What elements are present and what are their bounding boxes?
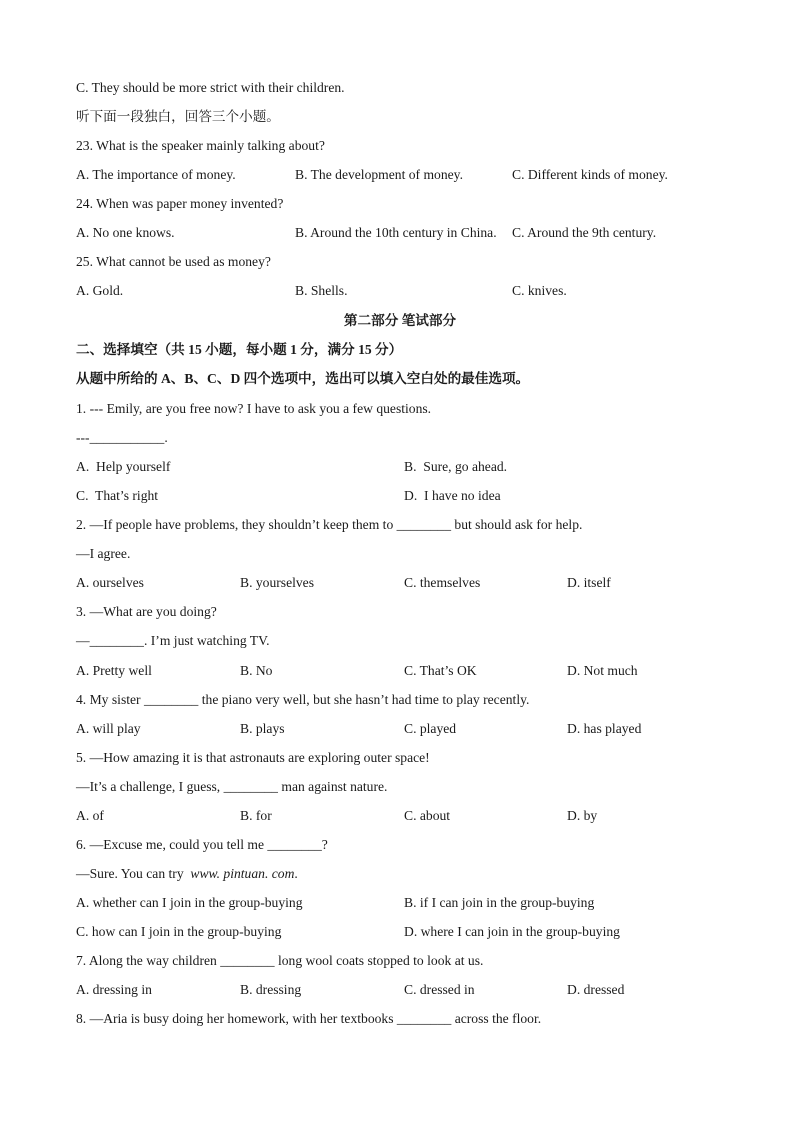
- q2-reply: —I agree.: [76, 546, 131, 561]
- q24-option-c: C. Around the 9th century.: [512, 225, 657, 240]
- q1-option-d: D. I have no idea: [404, 488, 501, 503]
- q6-option-d: D. where I can join in the group-buying: [404, 924, 620, 939]
- q1-reply: ---___________.: [76, 430, 168, 445]
- q3-option-c: C. That’s OK: [404, 663, 477, 678]
- q6-option-a: A. whether can I join in the group-buying: [76, 895, 303, 910]
- q24-stem: 24. When was paper money invented?: [76, 196, 284, 211]
- q6-reply-suffix: .: [294, 866, 298, 881]
- section-heading: 二、选择填空（共 15 小题，每小题 1 分，满分 15 分）: [76, 342, 403, 357]
- q3-option-b: B. No: [240, 663, 273, 678]
- q3-reply: —________. I’m just watching TV.: [76, 633, 270, 648]
- q3-option-d: D. Not much: [567, 663, 638, 678]
- q1-stem: 1. --- Emily, are you free now? I have to ask you a few questions.: [76, 401, 432, 416]
- q6-reply: [76, 865, 298, 883]
- q5-reply: —It’s a challenge, I guess, ________ man against nature.: [76, 779, 388, 794]
- q5-option-b: B. for: [240, 808, 272, 823]
- q7-option-b: B. dressing: [240, 982, 302, 997]
- q1-option-c: C. That’s right: [76, 488, 159, 503]
- q25-option-c: C. knives.: [512, 283, 567, 298]
- q25-stem: 25. What cannot be used as money?: [76, 254, 271, 269]
- q3-stem: 3. —What are you doing?: [76, 604, 217, 619]
- q5-option-a: A. of: [76, 808, 104, 823]
- q8-stem: 8. —Aria is busy doing her homework, with her textbooks ________ across the floor.: [76, 1011, 542, 1026]
- part2-title: 第二部分 笔试部分: [343, 313, 457, 328]
- q4-option-c: C. played: [404, 721, 457, 736]
- q4-stem: 4. My sister ________ the piano very well, but she hasn’t had time to play recently.: [76, 692, 530, 707]
- q23-stem: 23. What is the speaker mainly talking about?: [76, 138, 325, 153]
- q6-stem: 6. —Excuse me, could you tell me ________?: [76, 837, 328, 852]
- q5-stem: 5. —How amazing it is that astronauts are exploring outer space!: [76, 750, 430, 765]
- q4-option-d: D. has played: [567, 721, 642, 736]
- q24-option-b: B. Around the 10th century in China.: [295, 225, 497, 240]
- monologue-instruction: 听下面一段独白，回答三个小题。: [76, 109, 280, 124]
- q23-option-b: B. The development of money.: [295, 167, 463, 182]
- q25-option-b: B. Shells.: [295, 283, 348, 298]
- q7-option-a: A. dressing in: [76, 982, 152, 997]
- q4-option-a: A. will play: [76, 721, 141, 736]
- section-instruction: 从题中所给的 A、B、C、D 四个选项中，选出可以填入空白处的最佳选项。: [76, 371, 530, 386]
- q6-option-c: C. how can I join in the group-buying: [76, 924, 282, 939]
- q22-option-c: C. They should be more strict with their children.: [76, 80, 345, 95]
- q24-option-a: A. No one knows.: [76, 225, 175, 240]
- q1-option-a: A. Help yourself: [76, 459, 171, 474]
- q4-option-b: B. plays: [240, 721, 285, 736]
- q2-option-a: A. ourselves: [76, 575, 144, 590]
- q2-option-b: B. yourselves: [240, 575, 315, 590]
- q3-option-a: A. Pretty well: [76, 663, 152, 678]
- q25-option-a: A. Gold.: [76, 283, 124, 298]
- q1-option-b: B. Sure, go ahead.: [404, 459, 508, 474]
- q2-option-c: C. themselves: [404, 575, 481, 590]
- q23-option-a: A. The importance of money.: [76, 167, 236, 182]
- q6-reply-prefix: —Sure. You can try: [76, 866, 191, 881]
- q2-stem: 2. —If people have problems, they shouldn’t keep them to ________ but should ask for help.: [76, 517, 583, 532]
- q5-option-c: C. about: [404, 808, 451, 823]
- q7-option-d: D. dressed: [567, 982, 625, 997]
- q7-option-c: C. dressed in: [404, 982, 475, 997]
- q2-option-d: D. itself: [567, 575, 611, 590]
- q6-reply-url: www. pintuan. com: [190, 866, 295, 881]
- q7-stem: 7. Along the way children ________ long wool coats stopped to look at us.: [76, 953, 484, 968]
- q5-option-d: D. by: [567, 808, 598, 823]
- q23-option-c: C. Different kinds of money.: [512, 167, 668, 182]
- q6-option-b: B. if I can join in the group-buying: [404, 895, 595, 910]
